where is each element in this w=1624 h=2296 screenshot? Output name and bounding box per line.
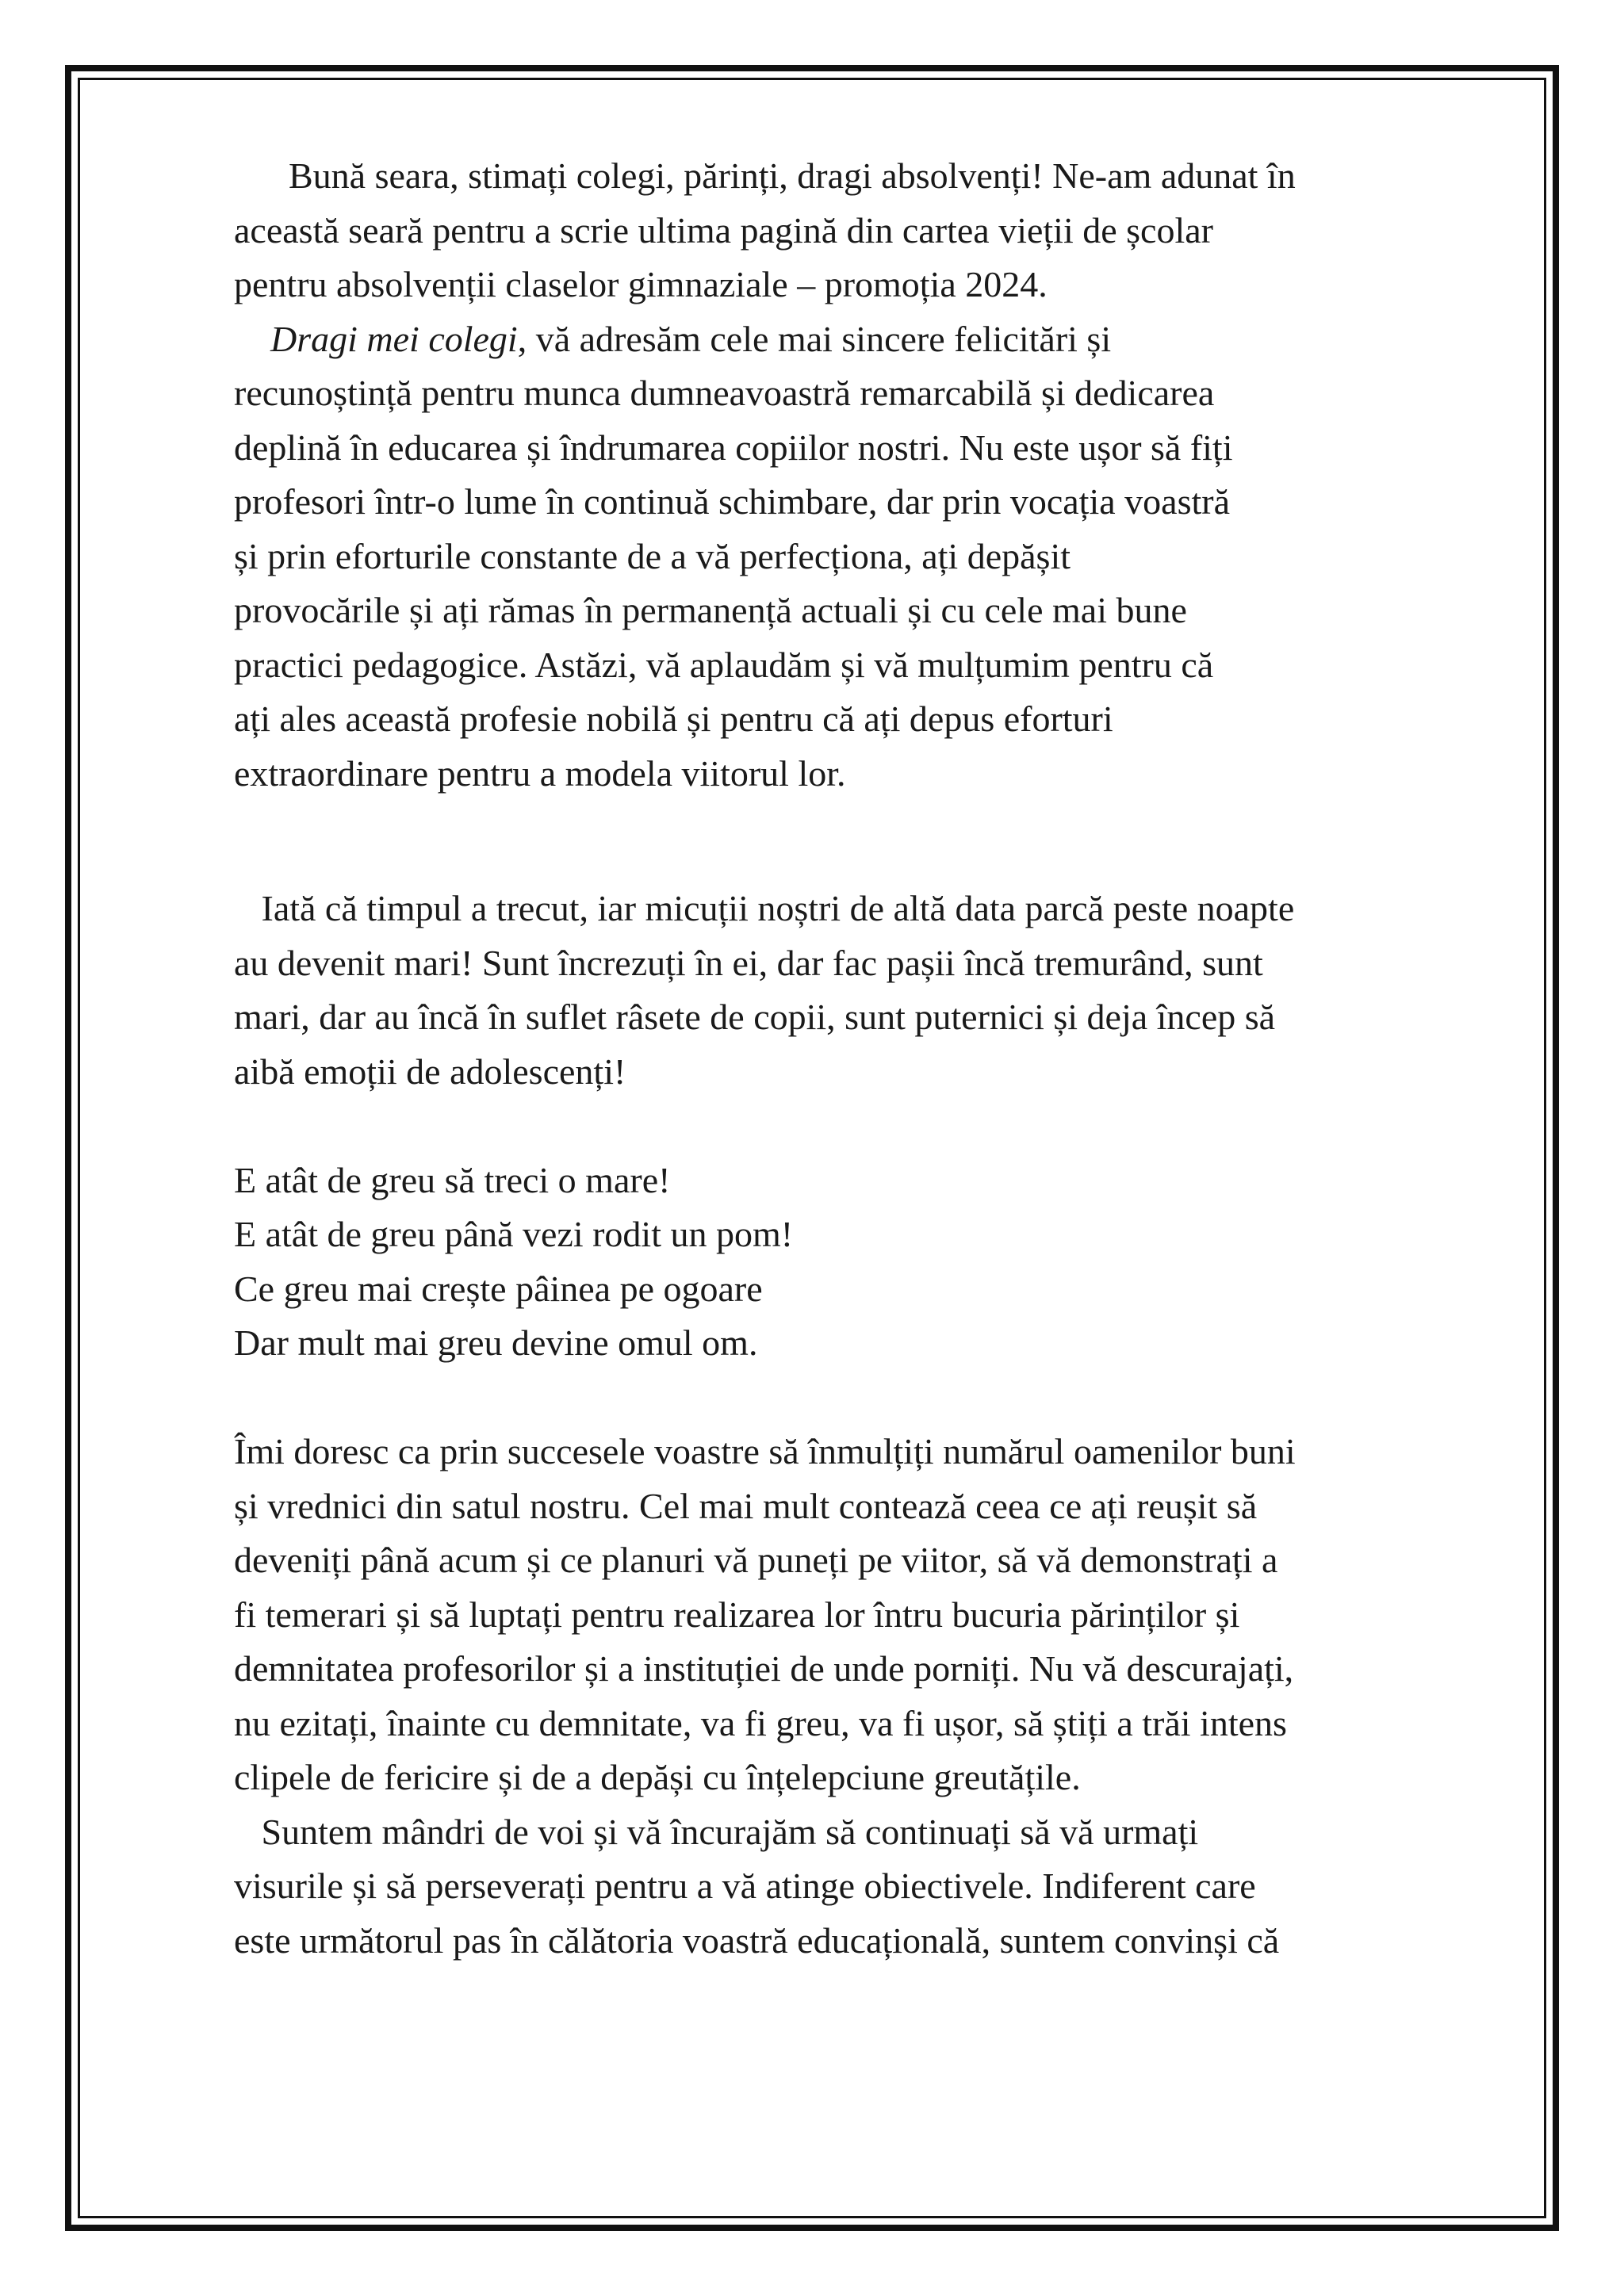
italic-address: Dragi mei colegi [270,318,518,359]
spacer [234,801,1519,882]
text-line: Bună seara, stimați colegi, părinți, dragi absolvenți! Ne-am adunat în [234,155,1296,196]
text-line: ați ales această profesie nobilă și pentru că ați depus eforturi [234,698,1113,739]
spacer [234,1371,1519,1425]
text-line: visurile și să perseverați pentru a vă atinge obiectivele. Indiferent care [234,1866,1256,1906]
paragraph-greeting [234,149,1519,312]
text-line: această seară pentru a scrie ultima pagină din cartea vieții de școlar [234,209,1213,251]
text-line: și prin eforturile constante de a vă perfecționa, ați depășit [234,535,1071,576]
text-line: este următorul pas în călătoria voastră educațională, suntem convinși că [234,1919,1280,1961]
text-line [234,312,1519,367]
text-line: fi temerari și să luptați pentru realizarea lor întru bucuria părinților și [234,1594,1240,1635]
document-body [234,149,1519,1968]
text-line: recunoștință pentru munca dumneavoastră remarcabilă și dedicarea [234,373,1215,413]
text-line: deveniți până acum și ce planuri vă puneți pe viitor, să vă demonstrați a [234,1540,1278,1580]
text-line: pentru absolvenții claselor gimnaziale – promoția 2024. [234,264,1048,304]
poem-line: Dar mult mai greu devine omul om. [234,1322,758,1363]
text-line: au devenit mari! Sunt încrezuți în ei, dar fac pașii încă tremurând, sunt [234,942,1263,983]
text-line: provocările și ați rămas în permanență actuali și cu cele mai bune [234,590,1187,630]
text-line: Iată că timpul a trecut, iar micuții noștri de altă data parcă peste noapte [234,888,1295,928]
text-line: clipele de fericire și de a depăși cu înțelepciune greutățile. [234,1757,1081,1797]
paragraph-wishes [234,1425,1519,1805]
text-line: extraordinare pentru a modela viitorul lor. [234,752,846,794]
paragraph-colleagues [234,312,1519,802]
text-line: și vrednici din satul nostru. Cel mai mult contează ceea ce ați reușit să [234,1485,1258,1526]
paragraph-encouragement [234,1805,1519,1969]
spacer [234,1099,1519,1154]
text-line: aibă emoții de adolescenți! [234,1050,626,1092]
text-line: Suntem mândri de voi și vă încurajăm să continuați să vă urmați [234,1811,1199,1852]
text-line: Îmi doresc ca prin succesele voastre să înmulțiți numărul oamenilor buni [234,1431,1296,1471]
text-line: profesori într-o lume în continuă schimbare, dar prin vocația voastră [234,481,1230,522]
poem-stanza [234,1154,1519,1371]
poem-line: Ce greu mai crește pâinea pe ogoare [234,1268,763,1309]
text-line: nu ezitați, înainte cu demnitate, va fi greu, va fi ușor, să știți a trăi intens [234,1702,1287,1743]
poem-line: E atât de greu până vezi rodit un pom! [234,1214,794,1254]
text-line: demnitatea profesorilor și a instituției de unde porniți. Nu vă descurajați, [234,1648,1294,1689]
text-fragment: , vă adresăm cele mai sincere felicitări și [517,318,1112,359]
indent [234,319,270,359]
text-line: deplină în educarea și îndrumarea copiilor nostri. Nu este ușor să fiți [234,427,1233,468]
poem-line: E atât de greu să treci o mare! [234,1159,671,1200]
text-line: practici pedagogice. Astăzi, vă aplaudăm și vă mulțumim pentru că [234,644,1214,685]
text-line: mari, dar au încă în suflet râsete de copii, sunt puternici și deja încep să [234,997,1276,1037]
paragraph-time-passed [234,882,1519,1099]
